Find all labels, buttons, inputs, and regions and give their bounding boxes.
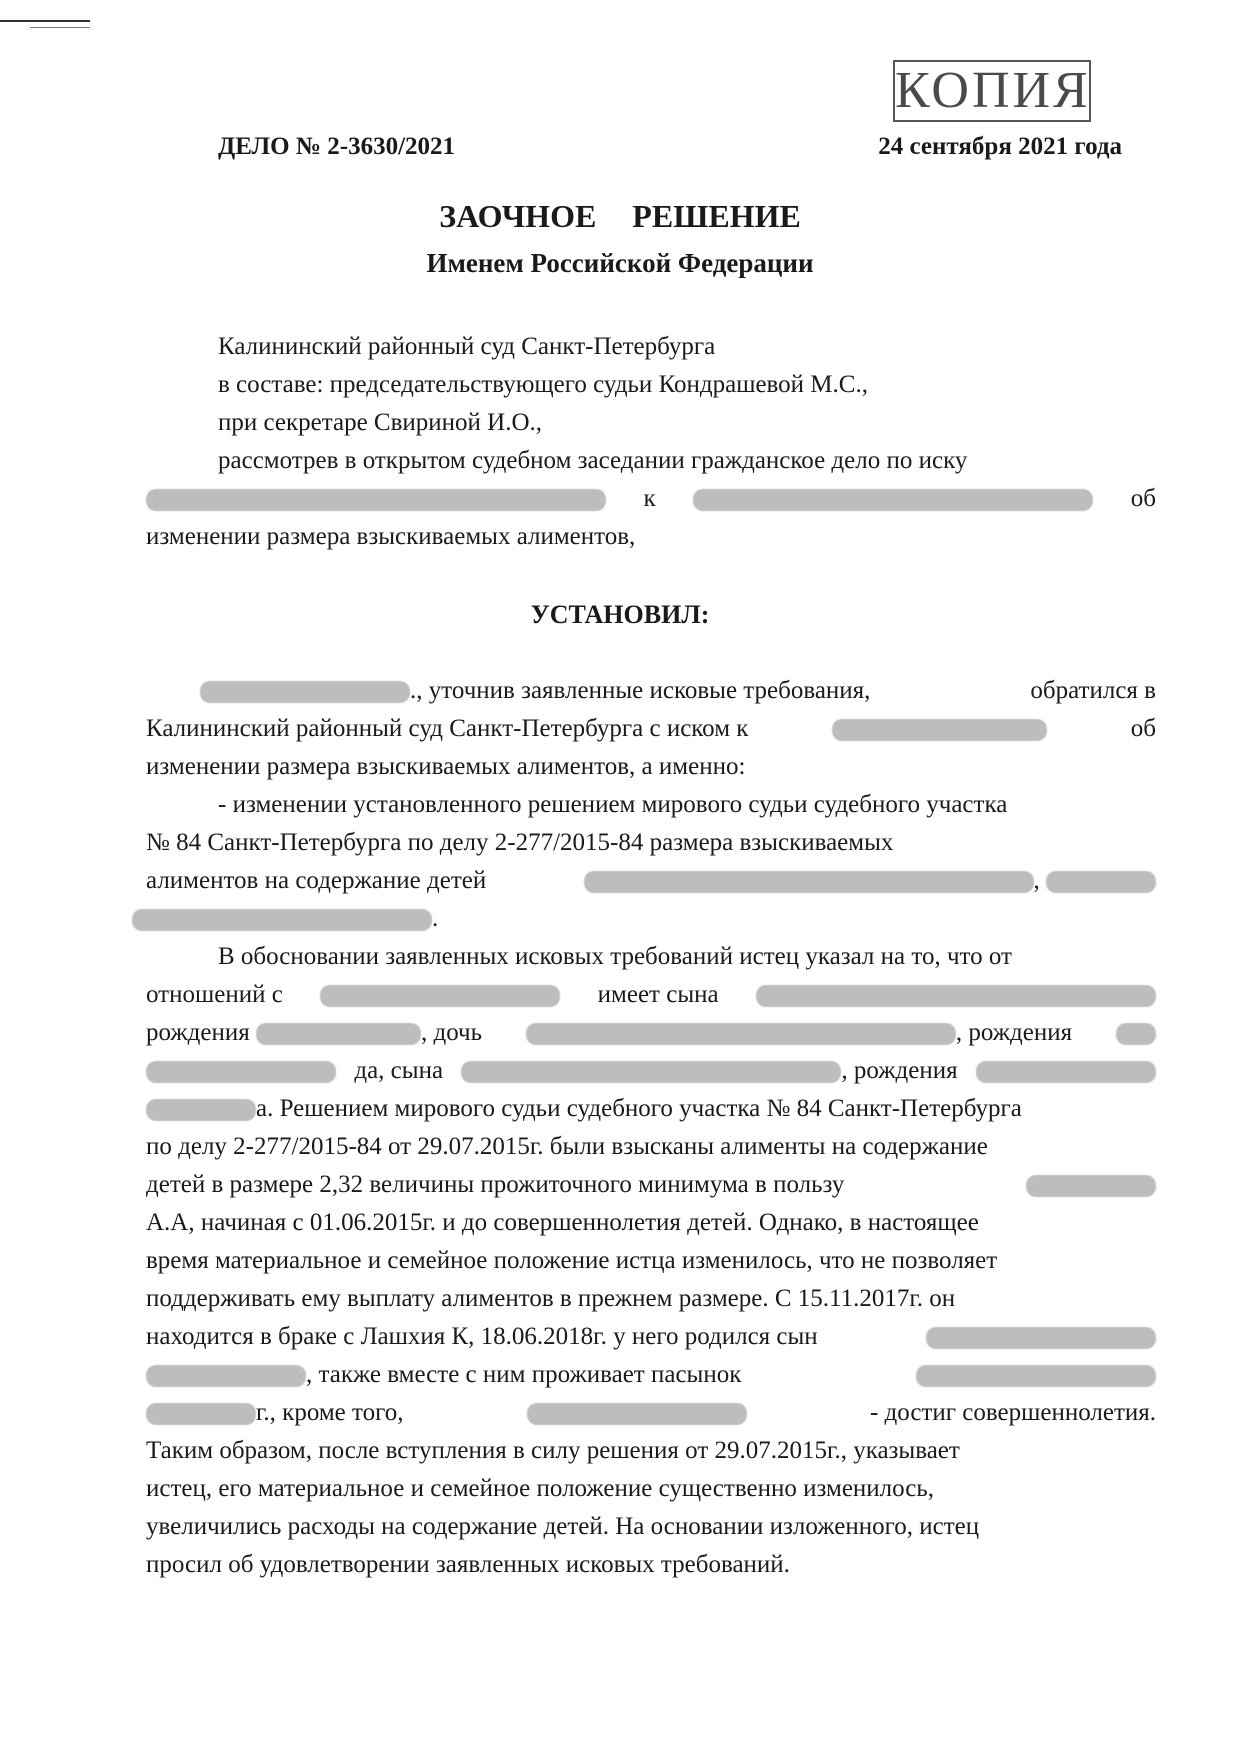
court-composition: в составе: председательствующего судьи Кондрашевой М.С., [218, 371, 868, 398]
body-line: поддерживать ему выплату алиментов в прежнем размере. С 15.11.2017г. он [146, 1285, 956, 1312]
scan-edge-line [30, 27, 90, 28]
document-title: ЗАОЧНОЕ РЕШЕНИЕ [439, 198, 801, 234]
intro-text: рассмотрев в открытом судебном заседании гражданское дело по иску [218, 447, 968, 474]
body-line: просил об удовлетворении заявленных исковых требований. [146, 1551, 790, 1578]
body-line: истец, его материальное и семейное положение существенно изменилось, [146, 1475, 935, 1502]
court-secretary: при секретаре Свириной И.О., [218, 409, 543, 436]
redaction [1046, 871, 1156, 893]
redaction [146, 1403, 256, 1425]
body-line: г., кроме того, - достиг совершеннолетия. [146, 1399, 1156, 1427]
body-line: Таким образом, после вступления в силу решения от 29.07.2015г., указывает [146, 1437, 960, 1464]
redaction [976, 1061, 1156, 1083]
body-line: детей в размере 2,32 величины прожиточного минимума в пользу [146, 1171, 1156, 1199]
intro-text: изменении размера взыскиваемых алиментов, [146, 523, 636, 550]
body-line: да, сына , рождения [146, 1057, 1156, 1085]
court-name: Калининский районный суд Санкт-Петербурга [218, 333, 716, 360]
body-line: Калининский районный суд Санкт-Петербурга с иском к об [146, 715, 1156, 742]
redaction [756, 985, 1156, 1007]
redaction [146, 1099, 256, 1121]
redaction [693, 489, 1093, 511]
intro-text: об [1130, 485, 1157, 512]
body-line: - изменении установленного решением мирового судьи судебного участка [218, 791, 1008, 818]
case-number: ДЕЛО № 2-3630/2021 [218, 133, 456, 160]
redaction [146, 1061, 336, 1083]
intro-line [146, 485, 1156, 513]
body-line: изменении размера взыскиваемых алиментов, а именно: [146, 753, 746, 780]
copy-stamp: КОПИЯ [893, 60, 1091, 122]
redaction [1026, 1175, 1156, 1197]
redaction [526, 1023, 956, 1045]
redaction [916, 1365, 1156, 1387]
redaction [461, 1061, 841, 1083]
redaction [256, 1023, 421, 1045]
body-line: время материальное и семейное положение истца изменилось, что не позволяет [146, 1247, 998, 1274]
body-line: А.А, начиная с 01.06.2015г. и до совершеннолетия детей. Однако, в настоящее [146, 1209, 979, 1236]
body-line: , также вместе с ним проживает пасынок [146, 1361, 1156, 1389]
redaction [527, 1403, 747, 1425]
body-line: В обосновании заявленных исковых требований истец указал на то, что от [218, 943, 1012, 970]
body-line: алиментов на содержание детей , [146, 867, 1156, 895]
body-line: № 84 Санкт-Петербурга по делу 2-277/2015-84 размера взыскиваемых [146, 829, 894, 856]
redaction [320, 985, 560, 1007]
body-line: находится в браке с Лашхия К, 18.06.2018г. у него родился сын [146, 1323, 1156, 1351]
body-line: ., уточнив заявленные исковые требования, обратился в [200, 677, 1156, 705]
scan-edge-line [0, 20, 90, 22]
document-subtitle: Именем Российской Федерации [426, 248, 814, 278]
body-line: рождения , дочь , рождения [146, 1019, 1156, 1047]
redaction [1116, 1023, 1156, 1045]
section-heading: УСТАНОВИЛ: [530, 600, 710, 629]
redaction [926, 1327, 1156, 1349]
body-line: по делу 2-277/2015-84 от 29.07.2015г. были взысканы алименты на содержание [146, 1133, 988, 1160]
body-line: а. Решением мирового судьи судебного участка № 84 Санкт-Петербурга [146, 1095, 1156, 1123]
redaction [832, 719, 1047, 741]
redaction [132, 909, 432, 931]
decision-date: 24 сентября 2021 года [878, 133, 1122, 160]
intro-text: к [643, 485, 656, 512]
body-line: увеличились расходы на содержание детей. На основании изложенного, истец [146, 1513, 980, 1540]
intro-line [218, 447, 1156, 475]
redaction [200, 681, 410, 703]
body-line: отношений с имеет сына [146, 981, 1156, 1009]
redaction [584, 871, 1034, 893]
body-line: . [132, 905, 438, 933]
redaction [146, 489, 606, 511]
redaction [146, 1365, 306, 1387]
